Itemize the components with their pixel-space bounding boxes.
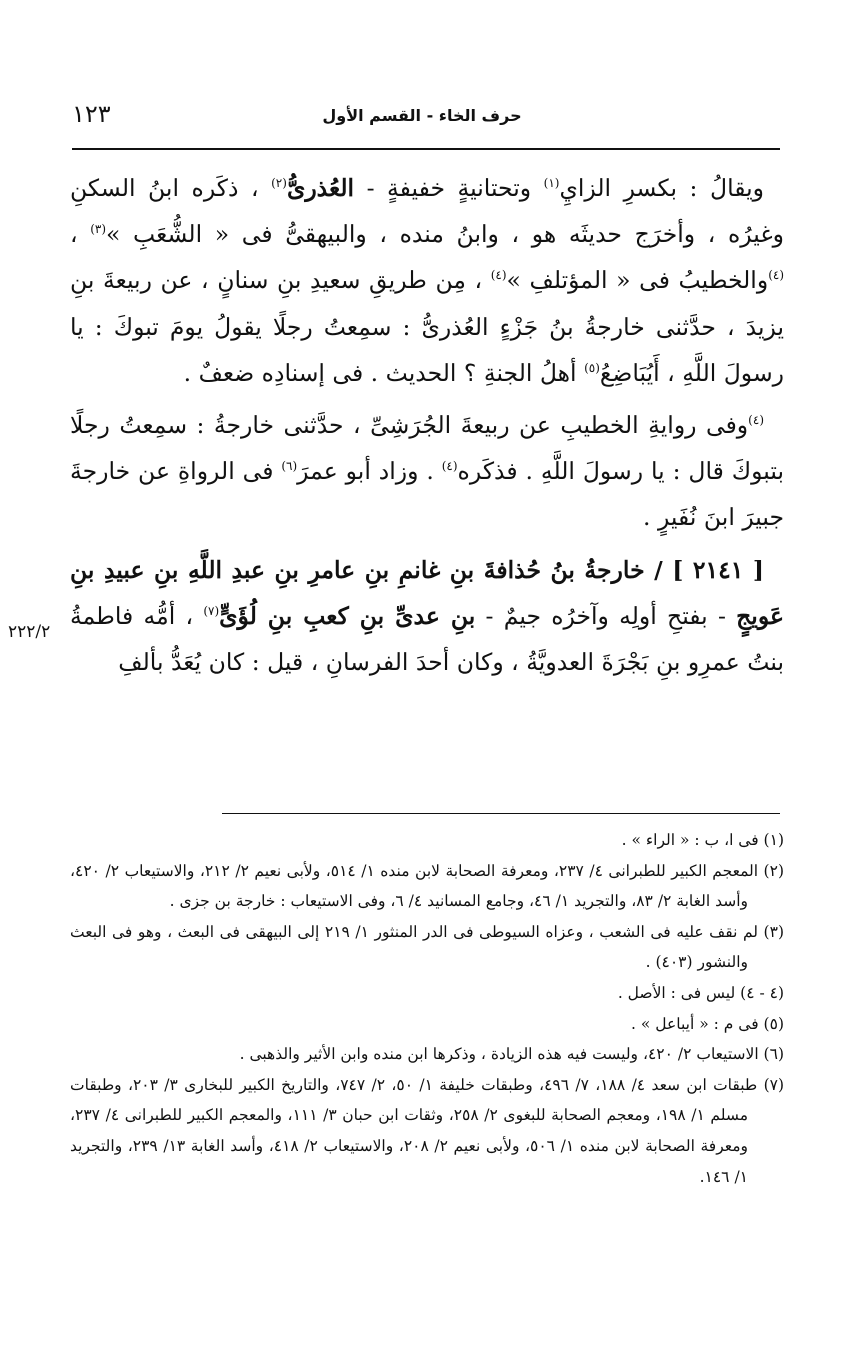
text-run: . وزاد أبو عمرَ [297,457,442,486]
text-run: والخطيبُ فى « المؤتلفِ » [506,266,769,295]
text-run: ، ذكَره ابنُ السكنِ وغيرُه ، وأخرَج حديثَه هو ، وابنُ منده ، والبيهقىُّ فى « الشُّعَبِ » [70,174,784,249]
footnote-ref: (٤) [748,413,764,428]
text-run: - بفتحِ أولِه وآخرُه جيمٌ - [475,601,737,630]
entry-2141 [70,547,784,686]
margin-note: ٢٢٢/٢ [8,622,51,642]
entry-lineage: بنِ عدىِّ بنِ كعبِ بنِ لُؤَىٍّ [219,601,476,630]
footnote-rule [222,813,780,814]
text-run: فى الرواةِ عن خارجةَ جبيرَ ابنَ نُفَيرٍ . [70,457,784,532]
header-title: حرف الخاء - القسم الأول [322,106,522,125]
footnote-ref: (٧) [203,604,220,618]
text-run: ويقالُ : بكسرِ الزايِ [559,174,765,202]
footnote-ref: (١) [543,176,560,191]
footnotes [70,825,784,1192]
text-run: وتحتانيةٍ خفيفةٍ - [354,174,544,202]
footnote-ref: (٥) [584,360,600,375]
footnote-ref: (٤) [490,268,507,283]
text-run: وفى روايةِ الخطيبِ عن ربيعةَ الجُرَشِىِّ ، حدَّثنى خارجةُ : سمِعتُ رجلًا بتبوكَ قال : يا رسولَ اللَّهِ . فذكَره [70,411,784,486]
footnote-ref: (٢) [271,176,287,191]
footnote: (٦) الاستيعاب ٢/ ٤٢٠، وليست فيه هذه الزيادة ، وذكرها ابن منده وابن الأثير والذهبى . [239,1045,784,1064]
text-run: ، [70,220,91,249]
text-run: ، أمُّه فاطمةُ بنتُ عمرِو بنِ بَجْرَةَ العدويَّةُ ، وكان أحدَ الفرسانِ ، قيل : كان يُعَدُّ بألفِ [70,601,784,677]
footnote: (٣) لم نقف عليه فى الشعب ، وعزاه السيوطى فى الدر المنثور ١/ ٢١٩ إلى البيهقى فى البعث ، وهو فى البعث والنشور (٤٠٣) . [70,922,784,972]
text-run: أهلُ الجنةِ ؟ الحديث . فى إسنادِه ضعفٌ . [183,358,585,387]
bold-nisba: العُذرىُّ [286,174,355,202]
main-text [70,165,784,685]
entry-heading: [ ٢١٤١ ] / خارجةُ بنُ حُذافةَ بنِ غانمِ بنِ عامرِ بنِ عبدِ اللَّهِ بنِ عبيدِ بنِ عَويجٍ [70,555,785,630]
running-header [72,100,772,140]
footnote-ref: (٦) [281,459,298,474]
footnote: (٧) طبقات ابن سعد ٤/ ١٨٨، ٧/ ٤٩٦، وطبقات خليفة ١/ ٥٠، ٢/ ٧٤٧، والتاريخ الكبير للبخارى ٣/ ٢٠٣، وطبقات مسلم ١/ ١٩٨، ومعجم الصحابة للبغوى ٢/ ٢٥٨، وثقات ابن حبان ٣/ ١١١، والمعجم الكبير للطبرانى ٤/ ٢٣٧، ومعرفة الصحابة لابن منده ١/ ٥٠٦، ولأبى نعيم ٢/ ٢٠٨، والاستيعاب ٢/ ٤١٨، وأسد الغابة ١٣/ ٢٣٩، والتجريد ١/ ١٤٦. [70,1075,785,1186]
footnote-ref: (٤) [441,459,458,474]
text-run: ، مِن طريقِ سعيدِ بنِ سنانٍ ، عن ربيعةَ بنِ يزيدَ ، حدَّثنى خارجةُ بنُ جَزْءٍ العُذرىُّ : سمِعتُ رجلًا يقولُ يومَ تبوكَ : يا رسولَ اللَّهِ ، أَيُبَاضِعُ [70,266,784,387]
footnote: (٤ - ٤) ليس فى : الأصل . [617,983,784,1002]
footnote-ref: (٣) [90,222,107,237]
page-number: ١٢٣ [72,100,111,128]
paragraph-2 [70,402,784,541]
footnote: (٥) فى م : « أيباعل » . [631,1014,784,1033]
footnote: (١) فى ا، ب : « الراء » . [621,831,784,849]
footnote: (٢) المعجم الكبير للطبرانى ٤/ ٢٣٧، ومعرفة الصحابة لابن منده ١/ ٥١٤، ولأبى نعيم ٢/ ٢١٢، والاستيعاب ٢/ ٤٢٠، وأسد الغابة ٢/ ٨٣، والتجريد ١/ ٤٦، وجامع المسانيد ٤/ ٦، وفى الاستيعاب : خارجة بن جزى . [70,861,784,911]
footnote-ref: (٤) [768,268,785,283]
header-rule [72,148,780,150]
paragraph-1 [70,165,784,396]
